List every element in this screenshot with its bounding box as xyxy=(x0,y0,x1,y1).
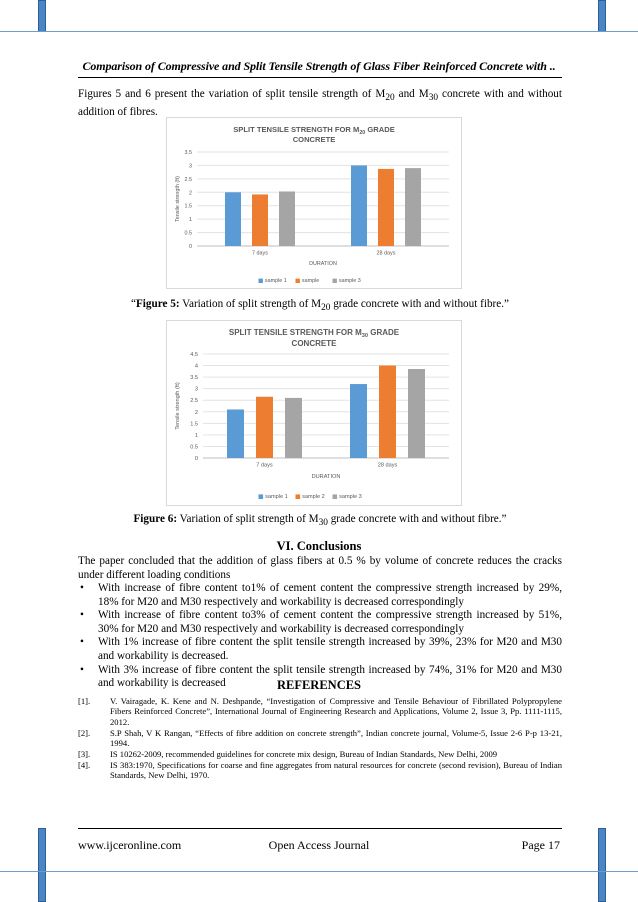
right-border-bar-top xyxy=(598,0,606,32)
figure-5-chart xyxy=(166,117,462,289)
bar-sample-2-28-days xyxy=(379,366,396,458)
y-tick-label: 3.5 xyxy=(190,375,198,382)
footer-rule xyxy=(78,828,562,829)
y-tick-label: 3 xyxy=(189,163,192,170)
legend-label: sample 3 xyxy=(338,278,361,284)
figure-5-caption: “Figure 5: Variation of split strength of $M_{20}$ grade concrete with and without fibre.” xyxy=(130,298,510,314)
footer-page-number: Page 17 xyxy=(521,838,560,852)
conclusion-item: • With increase of fibre content to3% of cement content the compressive strength increased by 51%, 30% for M20 and M30 respectively and workability is decreased correspondingly xyxy=(78,609,562,636)
y-tick-label: 0 xyxy=(189,244,192,250)
conclusions-list xyxy=(78,582,562,691)
legend-label: sample xyxy=(301,278,320,284)
y-tick-label: 2.5 xyxy=(184,176,192,183)
x-category-label: 7 days xyxy=(252,250,268,257)
reference-item xyxy=(78,728,562,749)
conclusions-heading: VI. Conclusions xyxy=(276,539,362,553)
y-tick-label: 3.5 xyxy=(184,150,192,156)
bar-sample-1-28-days xyxy=(350,384,367,458)
y-axis-title: Tensile strength (ft) xyxy=(175,176,181,222)
legend-swatch xyxy=(333,494,338,499)
chart-title: SPLIT TENSILE STRENGTH FOR $M_{30}$ GRADE xyxy=(228,328,400,339)
y-tick-label: 0 xyxy=(194,456,198,462)
reference-number: [1]. xyxy=(78,696,91,706)
y-tick-label: 3 xyxy=(194,386,198,393)
reference-item xyxy=(78,696,562,727)
y-tick-label: 1 xyxy=(189,217,192,224)
references-heading: REFERENCES xyxy=(276,678,362,692)
legend-label: sample 2 xyxy=(302,494,325,500)
x-category-label: 28 days xyxy=(376,250,396,257)
y-tick-label: 4.5 xyxy=(190,352,198,358)
legend-swatch xyxy=(333,279,337,283)
bar-sample-28-days xyxy=(378,169,394,246)
bottom-border-line xyxy=(0,871,638,872)
left-border-bar-top xyxy=(38,0,46,32)
reference-text: IS 10262-2009, recommended guidelines for concrete mix design, Bureau of Indian Standards, New Delhi, 2009 xyxy=(110,749,498,760)
conclusion-item: • With 1% increase of fibre content the split tensile strength increased by 39%, 23% for M20 and M30 and workability is decreased. xyxy=(78,636,562,663)
reference-item xyxy=(78,760,562,781)
legend-swatch xyxy=(259,279,263,283)
bar-sample-3-7-days xyxy=(285,398,302,458)
top-border-line xyxy=(0,31,638,32)
footer-journal: Open Access Journal xyxy=(268,838,370,852)
bar-sample-1-28-days xyxy=(351,165,367,246)
bar-sample-7-days xyxy=(252,194,268,246)
y-axis-title: Tensile strength (ft) xyxy=(175,382,181,430)
footer-website-link[interactable]: www.ijceronline.com xyxy=(78,838,182,852)
legend-swatch xyxy=(296,279,300,283)
bar-sample-3-7-days xyxy=(279,191,295,246)
bar-sample-1-7-days xyxy=(225,192,241,246)
intro-paragraph: Figures 5 and 6 present the variation of split tensile strength of $M_{20}$ and $M_{30}$ concrete with and without addition of fibres. xyxy=(78,88,562,118)
legend-swatch xyxy=(296,494,301,499)
references-list xyxy=(78,696,562,781)
figure-6-caption: Figure 6: Variation of split strength of $M_{30}$ grade concrete with and without fibre.” xyxy=(133,513,507,529)
reference-number: [4]. xyxy=(78,759,91,770)
reference-text: IS 383:1970, Specifications for coarse and fine aggregates from natural resources for concrete (second revision), Bureau of Indian Standards, New Delhi, 1970. xyxy=(110,759,562,781)
reference-text: S.P Shah, V K Rangan, “Effects of fibre addition on concrete strength”, Indian concrete journal, Volume-5, Issue 2-6 P-p 13-21, 1994. xyxy=(110,727,562,749)
y-tick-label: 0.5 xyxy=(190,444,198,451)
x-category-label: 28 days xyxy=(377,462,398,469)
y-tick-label: 1 xyxy=(194,432,198,439)
conclusion-item: • With increase of fibre content to1% of cement content the compressive strength increased by 29%, 18% for M20 and M30 respectively and workability is decreased correspondingly xyxy=(78,582,562,609)
legend-label: sample 1 xyxy=(265,494,288,500)
bar-sample-3-28-days xyxy=(408,369,425,458)
y-tick-label: 2 xyxy=(189,190,192,197)
x-category-label: 7 days xyxy=(256,462,273,469)
y-tick-label: 2.5 xyxy=(190,398,198,405)
reference-number: [2]. xyxy=(78,727,91,738)
chart-title-line2: CONCRETE xyxy=(291,339,337,348)
x-axis-title: DURATION xyxy=(309,261,337,267)
conclusions-intro: The paper concluded that the addition of glass fibers at 0.5 % by volume of concrete reduces the cracks under different loading conditions xyxy=(78,555,562,581)
figure-6-chart xyxy=(166,320,462,506)
legend-label: sample 1 xyxy=(264,278,287,284)
bar-sample-1-7-days xyxy=(227,409,244,458)
chart-title-line2: CONCRETE xyxy=(292,135,336,144)
header-rule xyxy=(78,77,562,78)
y-tick-label: 4 xyxy=(194,363,198,370)
y-tick-label: 2 xyxy=(194,409,198,416)
y-tick-label: 1.5 xyxy=(190,421,198,428)
running-title: Comparison of Compressive and Split Tensile Strength of Glass Fiber Reinforced Concrete with .. xyxy=(82,59,556,73)
figure-6-svg xyxy=(167,321,461,505)
y-tick-label: 0.5 xyxy=(184,230,192,237)
chart-title: SPLIT TENSILE STRENGTH FOR $M_{20}$ GRADE xyxy=(233,125,395,136)
reference-text: V. Vairagade, K. Kene and N. Deshpande, “Investigation of Compressive and Tensile Behaviour of Fibrillated Polypropylene Fibers Reinforced Concrete”, International Journal of Engineering Research and Applications, Volume 2, Issue 3, Pp. 1111-1115, 2012. xyxy=(110,696,562,727)
bar-sample-3-28-days xyxy=(405,168,421,246)
bar-sample-2-7-days xyxy=(256,397,273,458)
conclusion-item: • With 3% increase of fibre content the split tensile strength increased by 74%, 31% for M20 and M30 and workability is decreased xyxy=(78,664,562,691)
legend-swatch xyxy=(259,494,264,499)
figure-5-svg xyxy=(167,118,461,288)
reference-item xyxy=(78,749,562,759)
reference-number: [3]. xyxy=(78,749,91,760)
y-tick-label: 1.5 xyxy=(184,203,192,210)
legend-label: sample 3 xyxy=(339,494,362,500)
x-axis-title: DURATION xyxy=(311,474,341,480)
